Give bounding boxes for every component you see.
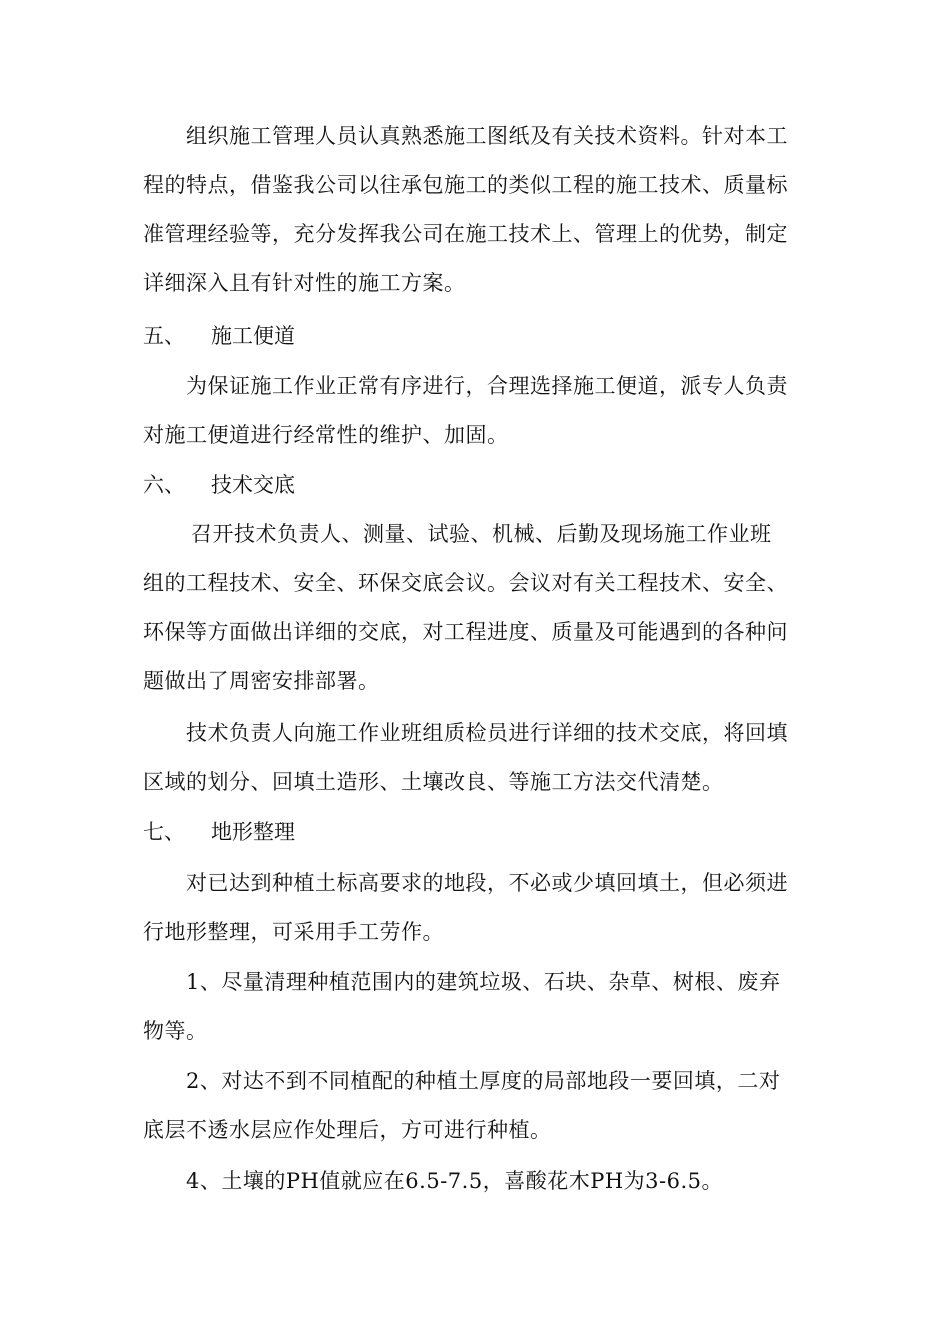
text-line: 召开技术负责人、测量、试验、机械、后勤及现场施工作业班 [191,522,772,546]
list-item-2 [143,1057,813,1155]
section-number: 六、 [143,473,185,497]
paragraph-preparation [143,112,813,308]
paragraph-briefing-details [143,709,813,807]
section-title: 技术交底 [211,473,295,497]
text-line: 环保等方面做出详细的交底，对工程进度、质量及可能遇到的各种问 [143,620,788,644]
list-item-1 [143,958,813,1056]
section-heading-6 [143,461,295,510]
text-line: 2、对达不到不同植配的种植土厚度的局部地段一要回填，二对 [186,1069,781,1093]
text-line: 程的特点，借鉴我公司以往承包施工的类似工程的施工技术、质量标 [143,173,788,197]
text-line: 准管理经验等，充分发挥我公司在施工技术上、管理上的优势，制定 [143,222,788,246]
text-line: 组的工程技术、安全、环保交底会议。会议对有关工程技术、安全、 [143,571,788,595]
text-line: 技术负责人向施工作业班组质检员进行详细的技术交底，将回填 [186,721,788,745]
text-line: 1、尽量清理种植范围内的建筑垃圾、石块、杂草、树根、废弃 [186,970,781,994]
section-number: 七、 [143,820,185,844]
paragraph-terrain [143,859,813,957]
section-number: 五、 [143,324,185,348]
section-title: 施工便道 [211,324,295,348]
text-line: 题做出了周密安排部署。 [143,669,380,693]
text-line: 组织施工管理人员认真熟悉施工图纸及有关技术资料。针对本工 [186,124,788,148]
text-line: 底层不透水层应作处理后，方可进行种植。 [143,1118,552,1142]
text-line: 区域的划分、回填土造形、土壤改良、等施工方法交代清楚。 [143,770,724,794]
text-line: 对施工便道进行经常性的维护、加固。 [143,423,509,447]
paragraph-technical-briefing [143,510,813,706]
section-title: 地形整理 [211,820,295,844]
text-line: 4、土壤的PH值就应在6.5-7.5，喜酸花木PH为3-6.5。 [186,1169,723,1193]
text-line: 对已达到种植土标高要求的地段，不必或少填回填土，但必须进 [186,871,788,895]
text-line: 详细深入且有针对性的施工方案。 [143,271,466,295]
list-item-4 [143,1157,813,1206]
section-heading-5 [143,312,295,361]
text-line: 行地形整理，可采用手工劳作。 [143,920,444,944]
text-line: 物等。 [143,1019,208,1043]
text-line: 为保证施工作业正常有序进行，合理选择施工便道，派专人负责 [186,374,788,398]
paragraph-access-road [143,362,813,460]
section-heading-7 [143,808,295,857]
